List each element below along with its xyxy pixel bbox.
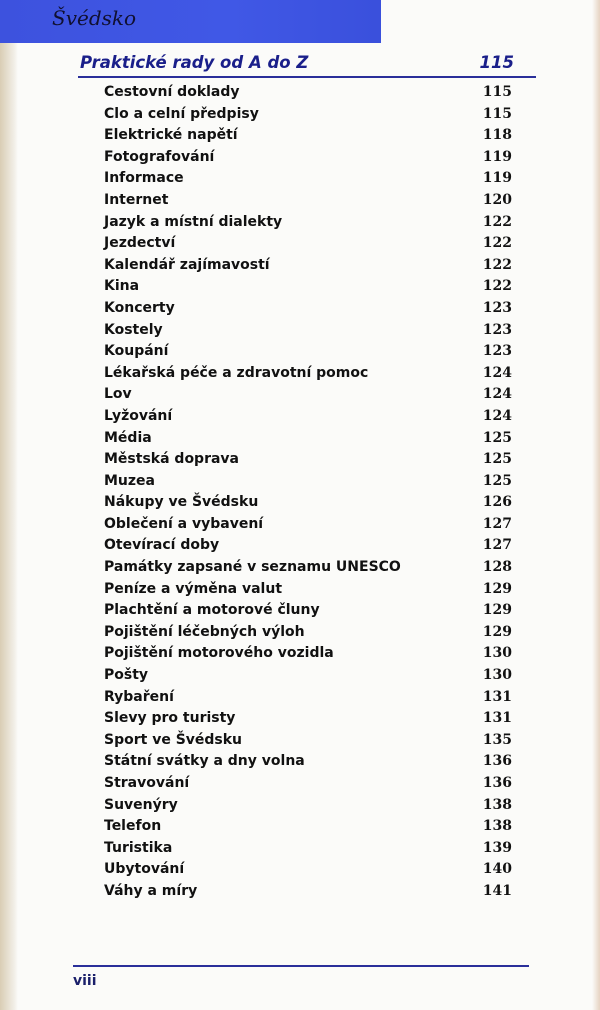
toc-entry (104, 298, 512, 320)
entry-label: Kalendář zajímavostí (104, 256, 270, 273)
toc-entry (104, 82, 512, 104)
toc-entry (104, 514, 512, 536)
toc-entry (104, 859, 512, 881)
toc-entry (104, 535, 512, 557)
entry-page: 126 (482, 494, 512, 511)
entry-page: 138 (482, 796, 512, 813)
entry-label: Sport ve Švédsku (104, 731, 243, 748)
entry-label: Kina (104, 278, 140, 295)
entry-page: 120 (482, 191, 512, 208)
entry-label: Pošty (104, 667, 149, 684)
toc-entry (104, 881, 512, 903)
entry-label: Oblečení a vybavení (104, 515, 264, 532)
entry-label: Lov (104, 386, 132, 403)
entry-page: 136 (482, 775, 512, 791)
entry-page: 125 (482, 451, 512, 468)
entry-label: Informace (104, 170, 184, 187)
entry-page: 119 (482, 170, 512, 187)
toc-entry (104, 320, 512, 342)
toc-entry (104, 579, 512, 601)
entry-label: Ubytování (104, 861, 185, 878)
entry-page: 115 (482, 105, 512, 122)
entry-label: Kostely (104, 321, 163, 338)
entry-page: 140 (482, 861, 512, 878)
toc-entry (104, 600, 512, 622)
entry-label: Rybaření (104, 688, 174, 705)
page-edge-right (592, 0, 600, 1010)
entry-label: Fotografování (104, 148, 215, 165)
entry-label: Lyžování (104, 407, 173, 424)
toc-entry (104, 708, 512, 730)
entry-label: Elektrické napětí (104, 127, 238, 144)
entry-label: Jazyk a místní dialekty (104, 213, 283, 230)
entry-page: 130 (482, 667, 512, 684)
page-edge (0, 0, 18, 1010)
entry-label: Váhy a míry (104, 882, 198, 899)
entry-page: 131 (482, 710, 512, 727)
toc-entry (104, 147, 512, 169)
toc-entry (104, 838, 512, 860)
toc-entry (104, 190, 512, 212)
entry-page: 122 (482, 213, 512, 230)
toc-entry (104, 730, 512, 752)
entry-page: 122 (482, 256, 512, 273)
entry-label: Muzea (104, 472, 155, 489)
entry-page: 129 (482, 580, 512, 597)
entry-label: Clo a celní předpisy (104, 105, 259, 122)
entry-page: 123 (482, 321, 512, 338)
toc-entry (104, 406, 512, 428)
toc-entry (104, 773, 512, 795)
entry-label: Pojištění léčebných výloh (104, 623, 305, 640)
entry-label: Lékařská péče a zdravotní pomoc (104, 364, 369, 381)
entry-label: Městská doprava (104, 451, 240, 468)
entry-page: 123 (482, 343, 512, 360)
entry-page: 123 (482, 299, 512, 316)
toc-list (104, 82, 512, 903)
section-heading (80, 53, 514, 72)
entry-label: Média (104, 429, 152, 446)
entry-label: Slevy pro turisty (104, 710, 236, 727)
entry-label: Peníze a výměna valut (104, 580, 283, 597)
entry-page: 127 (482, 537, 512, 554)
entry-label: Památky zapsané v seznamu UNESCO (104, 559, 401, 576)
section-page: 115 (479, 53, 514, 72)
entry-page: 129 (482, 623, 512, 640)
entry-label: Stravování (104, 775, 190, 791)
entry-label: Pojištění motorového vozidla (104, 645, 334, 662)
entry-page: 122 (482, 235, 512, 252)
section-underline (78, 76, 536, 78)
entry-label: Nákupy ve Švédsku (104, 494, 259, 511)
entry-page: 122 (482, 278, 512, 295)
entry-page: 138 (482, 818, 512, 835)
entry-page: 124 (482, 407, 512, 424)
entry-page: 139 (482, 839, 512, 856)
toc-entry (104, 363, 512, 385)
page-number: viii (73, 973, 97, 989)
toc-entry (104, 492, 512, 514)
toc-entry (104, 751, 512, 773)
entry-page: 136 (482, 753, 512, 770)
entry-page: 135 (482, 731, 512, 748)
entry-page: 128 (482, 559, 512, 576)
entry-page: 125 (482, 429, 512, 446)
entry-page: 130 (482, 645, 512, 662)
entry-page: 127 (482, 515, 512, 532)
toc-entry (104, 449, 512, 471)
toc-entry (104, 212, 512, 234)
entry-page: 115 (482, 84, 512, 100)
entry-label: Turistika (104, 839, 173, 856)
entry-label: Telefon (104, 818, 162, 835)
entry-page: 119 (482, 148, 512, 165)
entry-page: 129 (482, 602, 512, 619)
footer-rule (73, 965, 529, 967)
entry-page: 131 (482, 688, 512, 705)
entry-label: Otevírací doby (104, 537, 220, 554)
toc-entry (104, 687, 512, 709)
toc-entry (104, 816, 512, 838)
chapter-title: Švédsko (52, 6, 137, 30)
toc-entry (104, 276, 512, 298)
section-title: Praktické rady od A do Z (80, 53, 309, 72)
entry-label: Koupání (104, 343, 169, 360)
entry-page: 124 (482, 386, 512, 403)
entry-label: Cestovní doklady (104, 84, 240, 100)
toc-entry (104, 622, 512, 644)
toc-entry (104, 104, 512, 126)
toc-entry (104, 643, 512, 665)
toc-entry (104, 255, 512, 277)
toc-entry (104, 428, 512, 450)
entry-page: 118 (482, 127, 512, 144)
toc-entry (104, 168, 512, 190)
toc-entry (104, 471, 512, 493)
toc-entry (104, 557, 512, 579)
toc-entry (104, 125, 512, 147)
entry-label: Koncerty (104, 299, 175, 316)
toc-entry (104, 795, 512, 817)
toc-entry (104, 384, 512, 406)
entry-label: Státní svátky a dny volna (104, 753, 305, 770)
entry-label: Plachtění a motorové čluny (104, 602, 320, 619)
entry-page: 141 (482, 882, 512, 899)
toc-entry (104, 233, 512, 255)
entry-label: Internet (104, 191, 169, 208)
entry-label: Jezdectví (104, 235, 176, 252)
entry-page: 124 (482, 364, 512, 381)
entry-label: Suvenýry (104, 796, 178, 813)
toc-entry (104, 665, 512, 687)
entry-page: 125 (482, 472, 512, 489)
toc-entry (104, 341, 512, 363)
chapter-header-band (0, 0, 381, 43)
